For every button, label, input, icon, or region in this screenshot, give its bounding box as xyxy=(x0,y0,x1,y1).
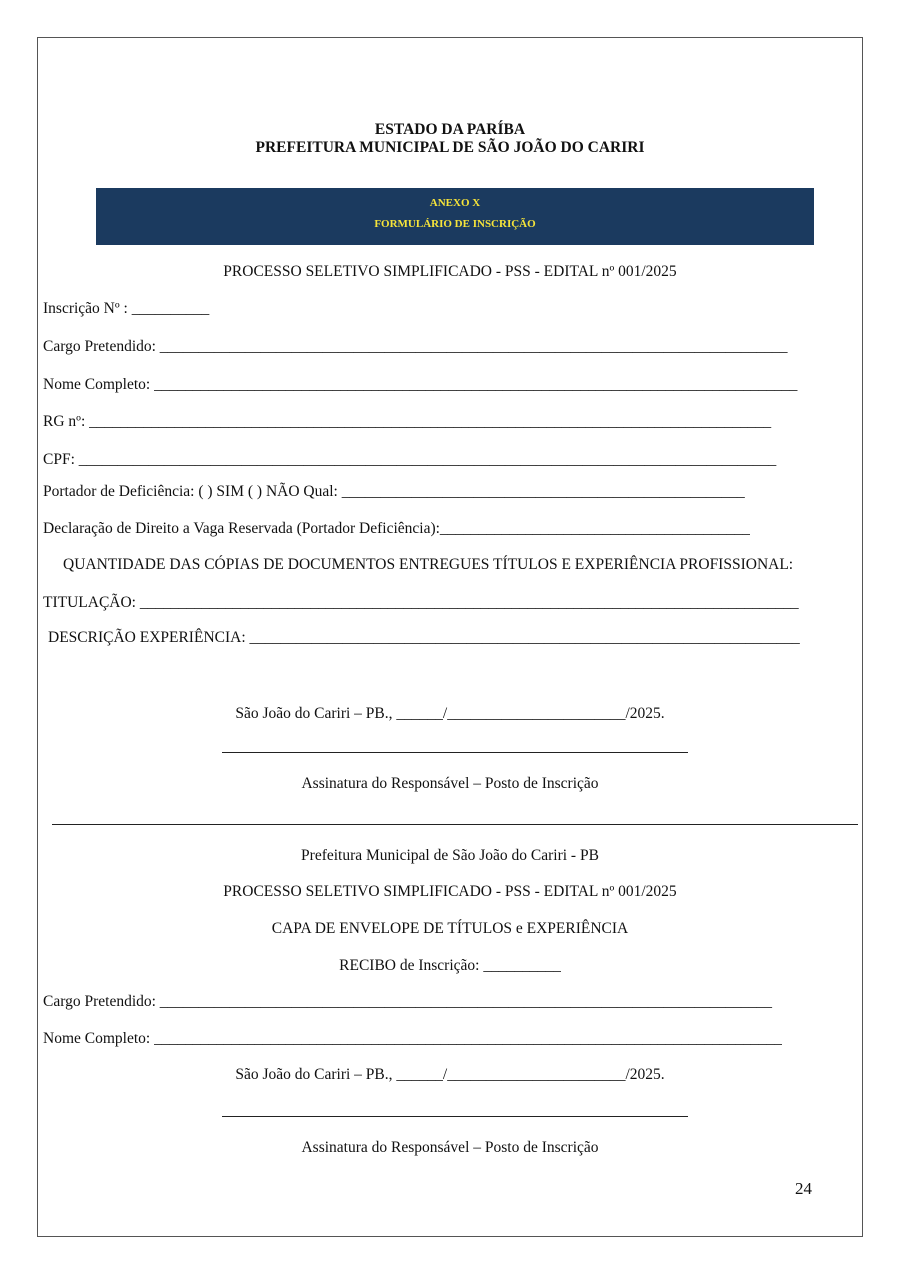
receipt-process-title: PROCESSO SELETIVO SIMPLIFICADO - PSS - EDITAL nº 001/2025 xyxy=(223,883,677,900)
reserved-vacancy-field[interactable]: Declaração de Direito a Vaga Reservada (Portador Deficiência):________________________________________ xyxy=(43,520,750,537)
annex-banner xyxy=(96,188,814,245)
envelope-title: CAPA DE ENVELOPE DE TÍTULOS e EXPERIÊNCIA xyxy=(271,920,629,937)
receipt-signature-line[interactable] xyxy=(222,1116,688,1117)
titulation-field[interactable]: TITULAÇÃO: _____________________________________________________________________________________ xyxy=(43,594,799,611)
date-line[interactable]: São João do Cariri – PB., ______/_______________________/2025. xyxy=(235,705,665,722)
full-name-field[interactable]: Nome Completo: ___________________________________________________________________________________ xyxy=(43,376,798,393)
copies-heading: QUANTIDADE DAS CÓPIAS DE DOCUMENTOS ENTREGUES TÍTULOS E EXPERIÊNCIA PROFISSIONAL: xyxy=(63,556,794,573)
annex-label: ANEXO X xyxy=(429,197,481,209)
cut-line-divider xyxy=(52,824,858,825)
receipt-position-field[interactable]: Cargo Pretendido: _______________________________________________________________________________ xyxy=(43,993,773,1010)
registration-number-field[interactable]: Inscrição Nº : __________ xyxy=(43,300,210,317)
state-heading: ESTADO DA PARÍBA xyxy=(374,121,526,138)
municipality-heading: PREFEITURA MUNICIPAL DE SÃO JOÃO DO CARIRI xyxy=(255,139,645,156)
receipt-full-name-field[interactable]: Nome Completo: _________________________________________________________________________________ xyxy=(43,1030,782,1047)
signature-label: Assinatura do Responsável – Posto de Inscrição xyxy=(301,775,599,792)
receipt-date-line[interactable]: São João do Cariri – PB., ______/_______________________/2025. xyxy=(235,1066,665,1083)
form-title: FORMULÁRIO DE INSCRIÇÃO xyxy=(374,218,536,230)
cpf-field[interactable]: CPF: __________________________________________________________________________________________ xyxy=(43,451,777,468)
receipt-municipality: Prefeitura Municipal de São João do Cariri - PB xyxy=(301,847,599,864)
disability-field[interactable]: Portador de Deficiência: ( ) SIM ( ) NÃO Qual: ____________________________________________________ xyxy=(43,483,745,500)
position-field[interactable]: Cargo Pretendido: _________________________________________________________________________________ xyxy=(43,338,788,355)
experience-field[interactable]: DESCRIÇÃO EXPERIÊNCIA: _______________________________________________________________________ xyxy=(48,629,800,646)
receipt-signature-label: Assinatura do Responsável – Posto de Inscrição xyxy=(301,1139,599,1156)
page-number: 24 xyxy=(795,1179,812,1198)
process-title: PROCESSO SELETIVO SIMPLIFICADO - PSS - EDITAL nº 001/2025 xyxy=(223,263,677,280)
signature-line[interactable] xyxy=(222,752,688,753)
rg-field[interactable]: RG nº: ________________________________________________________________________________________ xyxy=(43,413,772,430)
receipt-number-field[interactable]: RECIBO de Inscrição: __________ xyxy=(339,957,561,974)
